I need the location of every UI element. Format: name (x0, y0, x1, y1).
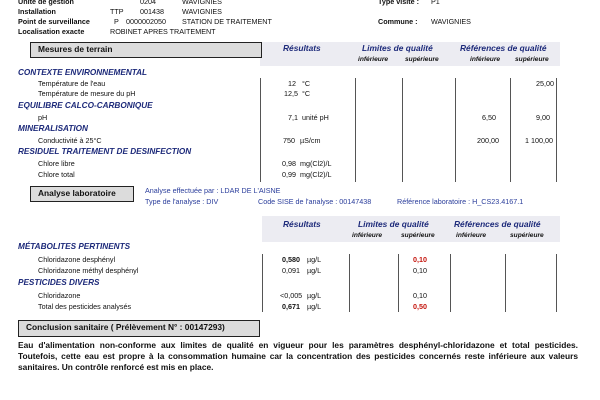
point-type: P (114, 17, 119, 26)
ref-lower-value: 200,00 (477, 136, 499, 145)
param-unit: mg(Cl2)/L (300, 159, 332, 168)
param-label: Chlore total (38, 170, 75, 179)
install-label: Installation (18, 7, 56, 16)
col-divider (450, 254, 451, 312)
unit-code: 0204 (140, 0, 156, 6)
param-unit: µg/L (307, 302, 322, 311)
col-divider (398, 254, 399, 312)
param-unit: unité pH (302, 113, 329, 122)
terrain-col-results: Résultats (283, 43, 321, 53)
ref-upper-value: 9,00 (536, 113, 550, 122)
conclusion-text: Eau d'alimentation non-conforme aux limites de qualité en vigueur pour les paramètres desphényl-chloridazone et total pesticides. Toutefois, cette eau est propre à la consommation humaine car la concentration des pesticides concernés reste inférieure aux valeurs sanitaires. Un contrôle renforcé est mis en place. (18, 340, 578, 372)
terrain-limit-lower: inférieure (358, 56, 389, 63)
location-label: Localisation exacte (18, 27, 85, 36)
labo-lab-reference: Référence laboratoire : H_CS23.4167.1 (397, 197, 524, 206)
param-unit: µS/cm (300, 136, 321, 145)
param-value: <0,005 (280, 291, 303, 300)
col-divider (355, 78, 356, 182)
labo-col-results: Résultats (283, 219, 321, 229)
point-name: STATION DE TRAITEMENT (182, 17, 272, 26)
group-heading: CONTEXTE ENVIRONNEMENTAL (18, 68, 148, 77)
param-label: Conductivité à 25°C (38, 136, 102, 145)
terrain-limit-upper: supérieure (405, 56, 439, 63)
param-unit: °C (302, 89, 311, 98)
terrain-col-limits: Limites de qualité (362, 43, 433, 53)
ref-lower-value: 6,50 (482, 113, 496, 122)
param-unit: mg(Cl2)/L (300, 170, 332, 179)
terrain-col-refs: Références de qualité (460, 43, 547, 53)
commune-label: Commune : (378, 17, 418, 26)
terrain-ref-lower: inférieure (470, 56, 501, 63)
terrain-ref-upper: supérieure (515, 56, 549, 63)
col-divider (349, 254, 350, 312)
col-divider (556, 78, 557, 182)
ref-upper-value: 1 100,00 (525, 136, 553, 145)
param-value: 0,671 (282, 302, 300, 311)
param-label: pH (38, 113, 48, 122)
limit-upper-value: 0,50 (413, 302, 427, 311)
labo-ref-upper: supérieure (510, 232, 544, 239)
labo-analysis-type: Type de l'analyse : DIV (145, 197, 219, 206)
limit-upper-value: 0,10 (413, 291, 427, 300)
param-value: 0,99 (282, 170, 296, 179)
point-label: Point de surveillance (18, 17, 90, 26)
point-code: 0000002050 (126, 17, 166, 26)
labo-ref-lower: inférieure (456, 232, 487, 239)
col-divider (510, 78, 511, 182)
param-value: 0,091 (282, 266, 300, 275)
unit-label: Unité de gestion (18, 0, 74, 6)
labo-col-refs: Références de qualité (454, 219, 541, 229)
param-label: Chloridazone méthyl desphényl (38, 266, 139, 275)
location-value: ROBINET APRES TRAITEMENT (110, 27, 216, 36)
param-label: Chlore libre (38, 159, 75, 168)
param-value: 750 (283, 136, 295, 145)
param-value: 0,98 (282, 159, 296, 168)
col-divider (260, 78, 261, 182)
param-unit: µg/L (307, 291, 322, 300)
ref-upper-value: 25,00 (536, 79, 554, 88)
limit-upper-value: 0,10 (413, 266, 427, 275)
install-code: 001438 (140, 7, 164, 16)
param-unit: µg/L (307, 255, 322, 264)
param-value: 0,580 (282, 255, 300, 264)
conclusion-title: Conclusion sanitaire ( Prélèvement N° : 00147293) (26, 322, 225, 332)
col-divider (402, 78, 403, 182)
param-value: 7,1 (288, 113, 298, 122)
visit-type-label: Type visite : (378, 0, 420, 6)
limit-upper-value: 0,10 (413, 255, 427, 264)
param-label: Chloridazone (38, 291, 81, 300)
param-unit: °C (302, 79, 311, 88)
param-label: Chloridazone desphényl (38, 255, 116, 264)
col-divider (455, 78, 456, 182)
param-unit: µg/L (307, 266, 322, 275)
param-label: Température de l'eau (38, 79, 106, 88)
group-heading: EQUILIBRE CALCO-CARBONIQUE (18, 101, 153, 110)
install-type: TTP (110, 7, 124, 16)
param-label: Température de mesure du pH (38, 89, 136, 98)
group-heading: MÉTABOLITES PERTINENTS (18, 242, 131, 251)
col-divider (262, 254, 263, 312)
col-divider (556, 254, 557, 312)
unit-name: WAVIGNIES (182, 0, 222, 6)
group-heading: PESTICIDES DIVERS (18, 278, 100, 287)
param-value: 12 (288, 79, 296, 88)
visit-type-value: P1 (431, 0, 440, 6)
group-heading: RESIDUEL TRAITEMENT DE DESINFECTION (18, 147, 192, 156)
labo-col-limits: Limites de qualité (358, 219, 429, 229)
col-divider (505, 254, 506, 312)
labo-limit-lower: inférieure (352, 232, 383, 239)
labo-title: Analyse laboratoire (38, 188, 116, 198)
group-heading: MINERALISATION (18, 124, 88, 133)
labo-sise-code: Code SISE de l'analyse : 00147438 (258, 197, 372, 206)
install-name: WAVIGNIES (182, 7, 222, 16)
labo-limit-upper: supérieure (401, 232, 435, 239)
param-value: 12,5 (284, 89, 298, 98)
terrain-title: Mesures de terrain (38, 44, 113, 54)
commune-value: WAVIGNIES (431, 17, 471, 26)
param-label: Total des pesticides analysés (38, 302, 132, 311)
labo-performed-by: Analyse effectuée par : LDAR DE L'AISNE (145, 186, 281, 195)
